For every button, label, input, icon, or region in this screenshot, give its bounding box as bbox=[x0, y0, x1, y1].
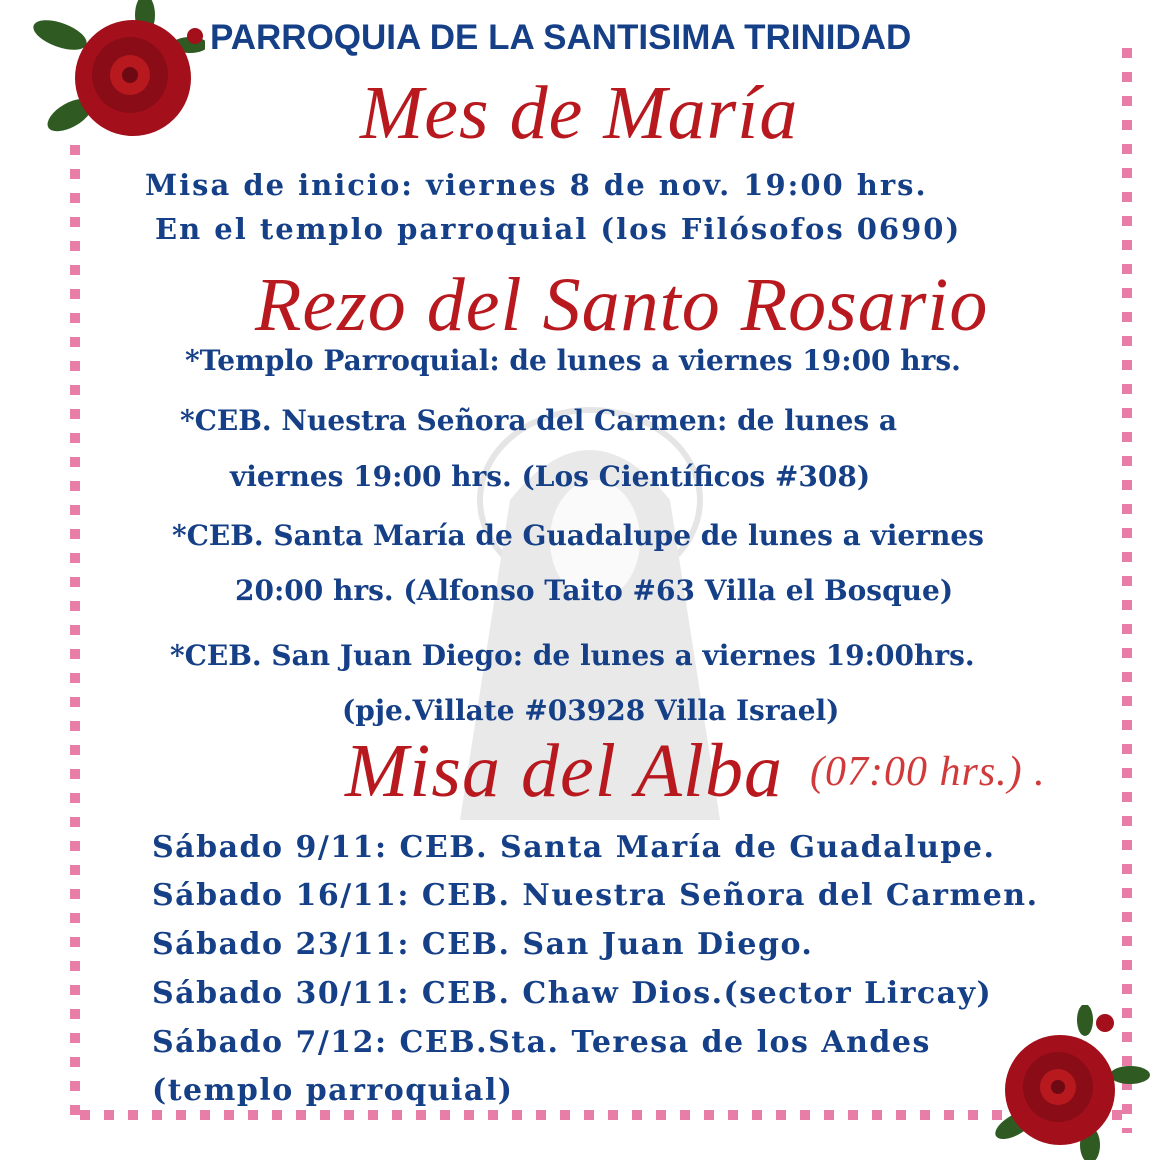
alba-date-line: Sábado 9/11: CEB. Santa María de Guadalupe. bbox=[152, 830, 996, 865]
rosario-line: *CEB. Nuestra Señora del Carmen: de lunes a bbox=[180, 404, 898, 437]
misa-alba-time: (07:00 hrs.) . bbox=[810, 749, 1046, 795]
alba-date-line: Sábado 16/11: CEB. Nuestra Señora del Carmen. bbox=[152, 878, 1039, 913]
border-bottom bbox=[80, 1110, 1130, 1120]
alba-date-line: Sábado 30/11: CEB. Chaw Dios.(sector Lircay) bbox=[152, 976, 993, 1011]
rosario-line: viernes 19:00 hrs. (Los Científicos #308) bbox=[230, 460, 871, 493]
page-title: PARROQUIA DE LA SANTISIMA TRINIDAD bbox=[210, 18, 912, 57]
rosario-line: *Templo Parroquial: de lunes a viernes 19:00 hrs. bbox=[185, 344, 961, 377]
border-right bbox=[1122, 48, 1132, 1133]
rosario-line: *CEB. San Juan Diego: de lunes a viernes 19:00hrs. bbox=[170, 639, 975, 672]
rosario-line: *CEB. Santa María de Guadalupe de lunes a viernes bbox=[172, 519, 984, 552]
templo-line: En el templo parroquial (los Filósofos 0690) bbox=[155, 212, 962, 246]
alba-date-line: Sábado 7/12: CEB.Sta. Teresa de los Andes bbox=[152, 1025, 931, 1060]
heading-misa-alba: Misa del Alba bbox=[345, 729, 784, 813]
rose-icon bbox=[15, 0, 205, 145]
rosario-line: 20:00 hrs. (Alfonso Taito #63 Villa el Bosque) bbox=[235, 574, 954, 607]
alba-date-line: Sábado 23/11: CEB. San Juan Diego. bbox=[152, 927, 814, 962]
heading-mes-de-maria: Mes de María bbox=[360, 71, 799, 155]
rose-icon bbox=[990, 1005, 1150, 1160]
rosario-line: (pje.Villate #03928 Villa Israel) bbox=[342, 694, 840, 727]
misa-inicio-line: Misa de inicio: viernes 8 de nov. 19:00 hrs. bbox=[145, 168, 928, 202]
alba-date-line: (templo parroquial) bbox=[152, 1073, 514, 1108]
heading-rezo-rosario: Rezo del Santo Rosario bbox=[255, 263, 989, 347]
border-left bbox=[70, 145, 80, 1120]
